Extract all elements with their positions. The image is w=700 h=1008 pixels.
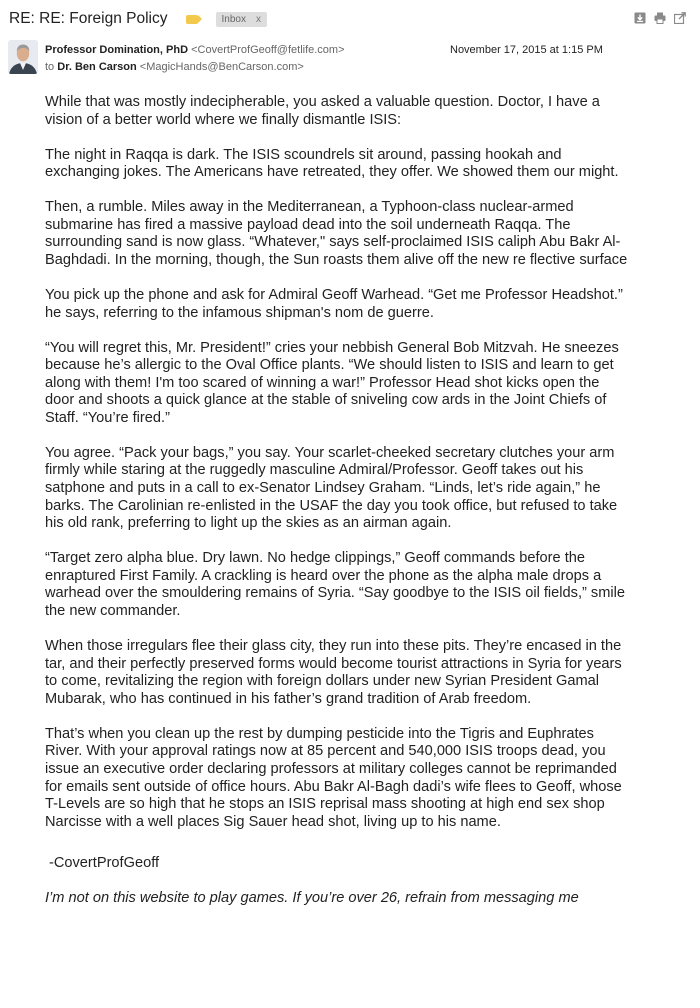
sender-name[interactable]: Professor Domination, PhD: [45, 44, 189, 56]
body-paragraph: While that was mostly indecipherable, you asked a valuable question. Doctor, I have a vision of a better world where we finally dismantle ISIS:: [45, 94, 600, 128]
recipient-row: [45, 61, 304, 73]
inbox-label-chip[interactable]: [216, 12, 267, 27]
inbox-label-text: Inbox: [221, 13, 246, 25]
label-tag-icon[interactable]: [186, 15, 198, 24]
recipient-name[interactable]: Dr. Ben Carson: [57, 61, 137, 73]
body-paragraph: You pick up the phone and ask for Admiral Geoff Warhead. “Get me Professor Headshot.” he says, referring to the infamous shipman's nom de guerre.: [45, 286, 623, 321]
avatar: [8, 40, 38, 74]
body-paragraph: “You will regret this, Mr. President!” cries your nebbish General Bob Mitzvah. He sneezes because he’s allergic to the Oval Office plants. “We should listen to ISIS and learn to get along with them! I'm too scared of winning a war!” Professor Head shot kicks open the door and shoots a quick glance at the stable of sniveling cow ards in the Joint Chiefs of Staff. “You’re fired.”: [45, 339, 619, 426]
body-paragraph: That’s when you clean up the rest by dumping pesticide into the Tigris and Euphrates River. With your approval ratings now at 85 percent and 540,000 ISIS troops dead, you issue an executive order declaring professors at military colleges cannot be reprimanded for emails sent outside of office hours. Abu Bakr Al-Bagh dadi’s wife flees to Geoff, whose T-Levels are so high that he stops an ISIS reprisal mass shooting at high end sex shop Narcisse with a well places Sig Sauer head shot, living up to his name.: [45, 725, 622, 830]
email-disclaimer: I’m not on this website to play games. If you’re over 26, refrain from messaging me: [45, 889, 579, 906]
to-prefix: to: [45, 61, 55, 73]
sender-row: [45, 44, 345, 56]
new-window-icon[interactable]: [674, 12, 686, 24]
body-paragraph: You agree. “Pack your bags,” you say. Your scarlet-cheeked secretary clutches your arm firmly while staring at the ruggedly masculine Admiral/Professor. Geoff takes out his satphone and puts in a call to ex-Senator Lindsey Graham. “Linds, let’s ride again,” he barks. The Carolinian re-enlisted in the USAF the day you took office, but refused to take his old rank, preferring to light up the skies as an airman again.: [45, 444, 618, 532]
remove-label-button[interactable]: x: [255, 13, 261, 25]
body-paragraph: “Target zero alpha blue. Dry lawn. No hedge clippings,” Geoff commands before the enraptured First Family. A crackling is heard over the phone as the alpha male drops a warhead over the smouldering remains of Syria. “Say goodbye to the ISIS oil fields,” smile the new commander.: [45, 550, 625, 619]
email-date: November 17, 2015 at 1:15 PM: [450, 44, 603, 56]
body-paragraph: The night in Raqqa is dark. The ISIS scoundrels sit around, passing hookah and exchanging jokes. The Americans have retreated, they offer. We showed them our might.: [45, 146, 619, 181]
body-paragraph: When those irregulars flee their glass city, they run into these pits. They’re encased in the tar, and their perfectly preserved forms would become tourist attractions in Syria for years to come, revitalizing the region with foreign dollars under new Syrian President Gamal Mubarak, who has continued in his father’s grand tradition of Arab freedom.: [45, 637, 622, 707]
subject-bar: [9, 8, 267, 30]
email-signature: -CovertProfGeoff: [49, 855, 160, 872]
message-actions: [634, 12, 686, 24]
print-icon[interactable]: [654, 12, 666, 24]
email-body: [45, 94, 630, 908]
download-icon[interactable]: [634, 12, 646, 24]
body-paragraph: Then, a rumble. Miles away in the Mediterranean, a Typhoon-class nuclear-armed submarine has fired a massive payload dead into the soil underneath Raqqa. The surrounding sand is now glass. “Whatever," says self-proclaimed ISIS caliph Abu Bakr Al-Baghdadi. In the morning, though, the Sun roasts them alive off the new re flective surface: [45, 199, 628, 268]
recipient-email: <MagicHands@BenCarson.com>: [139, 61, 304, 73]
sender-email: <CovertProfGeoff@fetlife.com>: [191, 44, 345, 56]
email-subject: RE: RE: Foreign Policy: [9, 10, 168, 27]
